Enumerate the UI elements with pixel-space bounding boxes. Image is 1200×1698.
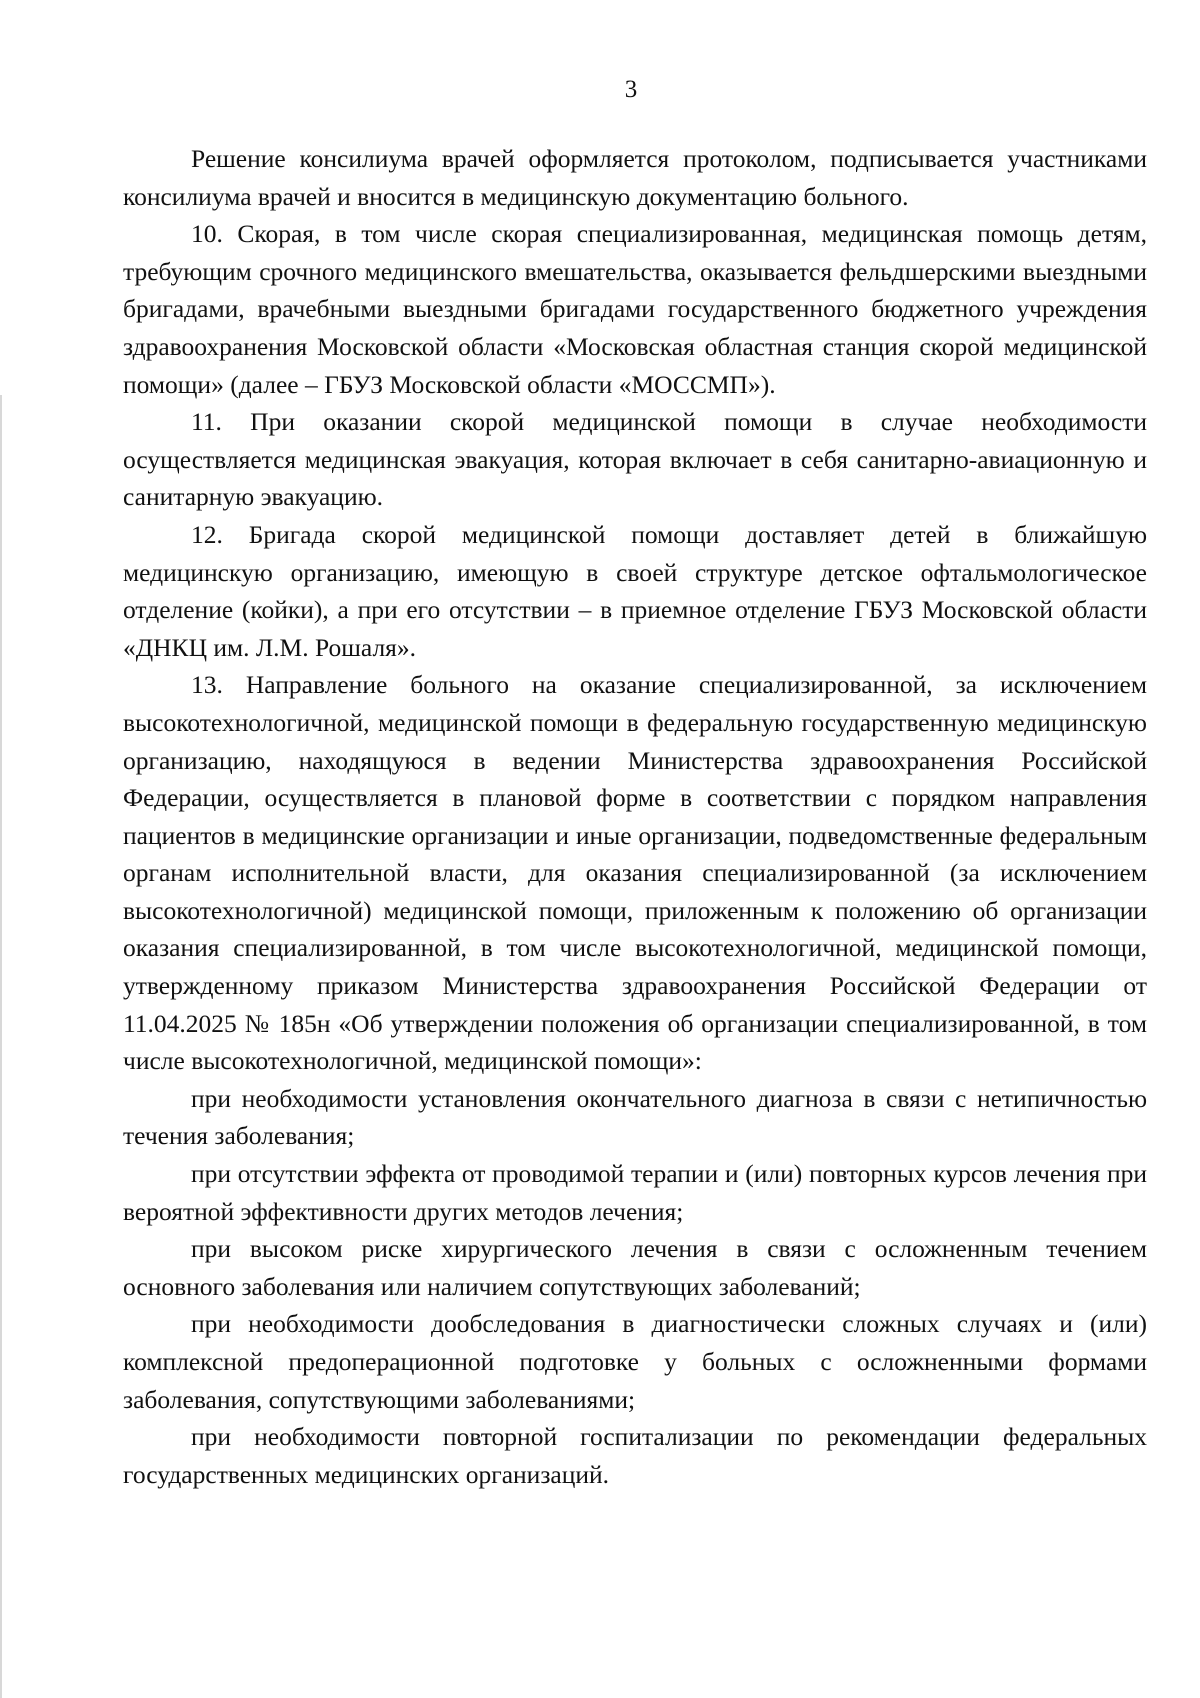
paragraph-item-12: 12. Бригада скорой медицинской помощи доставляет детей в ближайшую медицинскую организацию, имеющую в своей структуре детское офтальмологическое отделение (койки), а при его отсутствии – в приемное отделение ГБУЗ Московской области «ДНКЦ им. Л.М. Рошаля».	[123, 519, 1147, 662]
list-item-additional-exam: при необходимости дообследования в диагностически сложных случаях и (или) комплексной предоперационной подготовке у больных с осложненными формами заболевания, сопутствующими заболеваниями;	[123, 1309, 1147, 1414]
list-item-surgical-risk: при высоком риске хирургического лечения в связи с осложненным течением основного заболевания или наличием сопутствующих заболеваний;	[123, 1234, 1147, 1301]
paragraph-item-10: 10. Скорая, в том числе скорая специализированная, медицинская помощь детям, требующим срочного медицинского вмешательства, оказывается фельдшерскими выездными бригадами, врачебными выездными бригадами государственного бюджетного учреждения здравоохранения Московской области «Московская областная станция скорой медицинской помощи» (далее – ГБУЗ Московской области «МОССМП»).	[123, 219, 1147, 399]
document-body	[123, 140, 1147, 1493]
paragraph-item-11: 11. При оказании скорой медицинской помощи в случае необходимости осуществляется медицинская эвакуация, которая включает в себя санитарно-авиационную и санитарную эвакуацию.	[123, 407, 1147, 512]
page-number: 3	[624, 76, 638, 103]
paragraph-consilium-decision: Решение консилиума врачей оформляется протоколом, подписывается участниками консилиума врачей и вносится в медицинскую документацию больного.	[123, 144, 1147, 211]
scan-edge-shadow	[0, 395, 2, 1698]
list-item-no-effect: при отсутствии эффекта от проводимой терапии и (или) повторных курсов лечения при вероятной эффективности других методов лечения;	[123, 1159, 1147, 1226]
paragraph-item-13: 13. Направление больного на оказание специализированной, за исключением высокотехнологичной, медицинской помощи в федеральную государственную медицинскую организацию, находящуюся в ведении Министерства здравоохранения Российской Федерации, осуществляется в плановой форме в соответствии с порядком направления пациентов в медицинские организации и иные организации, подведомственные федеральным органам исполнительной власти, для оказания специализированной (за исключением высокотехнологичной) медицинской помощи, приложенным к положению об организации оказания специализированной, в том числе высокотехнологичной, медицинской помощи, утвержденному приказом Министерства здравоохранения Российской Федерации от 11.04.2025 № 185н «Об утверждении положения об организации специализированной, в том числе высокотехнологичной, медицинской помощи»:	[123, 670, 1147, 1076]
list-item-diagnosis: при необходимости установления окончательного диагноза в связи с нетипичностью течения заболевания;	[123, 1083, 1147, 1151]
list-item-repeat-hospitalization: при необходимости повторной госпитализации по рекомендации федеральных государственных медицинских организаций.	[123, 1422, 1147, 1489]
